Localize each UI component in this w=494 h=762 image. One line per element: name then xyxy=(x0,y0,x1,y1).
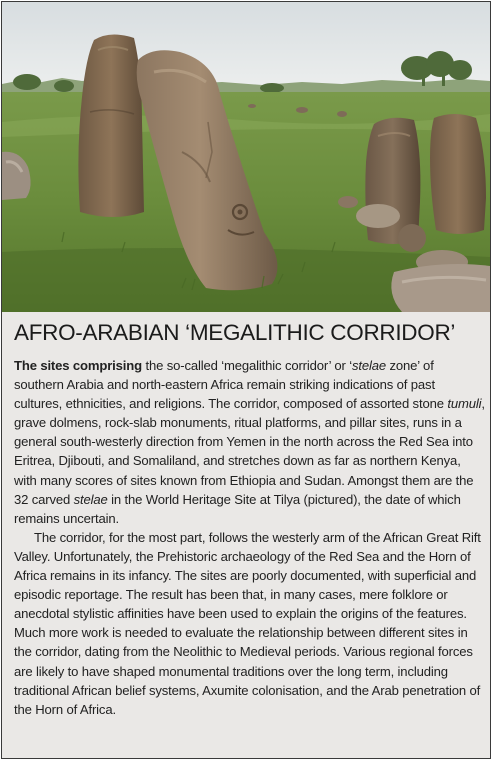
italic-term-stelae: stelae xyxy=(351,358,387,373)
article-body xyxy=(14,356,486,719)
paragraph-2: The corridor, for the most part, follows the westerly arm of the African Great Rift Valley. Unfortunately, the Prehistoric archaeology of the Red Sea and the Horn of Africa remains in its infancy. The sites are poorly documented, with superficial and episodic reportage. The result has been that, in many cases, mere folklore or anecdotal stylistic affinities have been used to explain the origins of the features. Much more work is needed to evaluate the relationship between different sites in the corridor, dating from the Neolithic to Medieval periods. Various regional forces are likely to have shaped monumental traditions over the long term, including traditional African belief systems, Axumite colonisation, and the Arab penetration of the Horn of Africa. xyxy=(14,529,481,717)
article-box xyxy=(1,1,491,759)
paragraph-1-text: the so-called ‘megalithic corridor’ or ‘ xyxy=(141,358,352,373)
paragraph-1-text: in the World Heritage Site at Tilya (pictured), the date of which remains uncertain. xyxy=(14,491,461,526)
stelae-field-photo xyxy=(2,2,490,312)
lead-in: The sites comprising xyxy=(14,358,142,373)
paragraph-1-text: , grave dolmens, rock-slab monuments, ritual platforms, and pillar sites, runs in a general south-westerly direction from Yemen in the north across the Red Sea into Eritrea, Djibouti, and Somaliland, and stretches down as far as northern Kenya, with many scores of sites known from Ethiopia and Sudan. Amongst them are the 32 carved xyxy=(14,396,485,507)
paragraph-1-text: zone’ of southern Arabia and north-eastern Africa remain striking indications of past cultures, ethnicities, and religions. The corridor, composed of assorted stone xyxy=(14,358,448,412)
paragraph-1 xyxy=(14,356,486,528)
italic-term-stelae: stelae xyxy=(73,491,108,507)
italic-term-tumuli: tumuli xyxy=(447,396,482,412)
article-title: AFRO-ARABIAN ‘MEGALITHIC CORRIDOR’ xyxy=(14,320,456,345)
